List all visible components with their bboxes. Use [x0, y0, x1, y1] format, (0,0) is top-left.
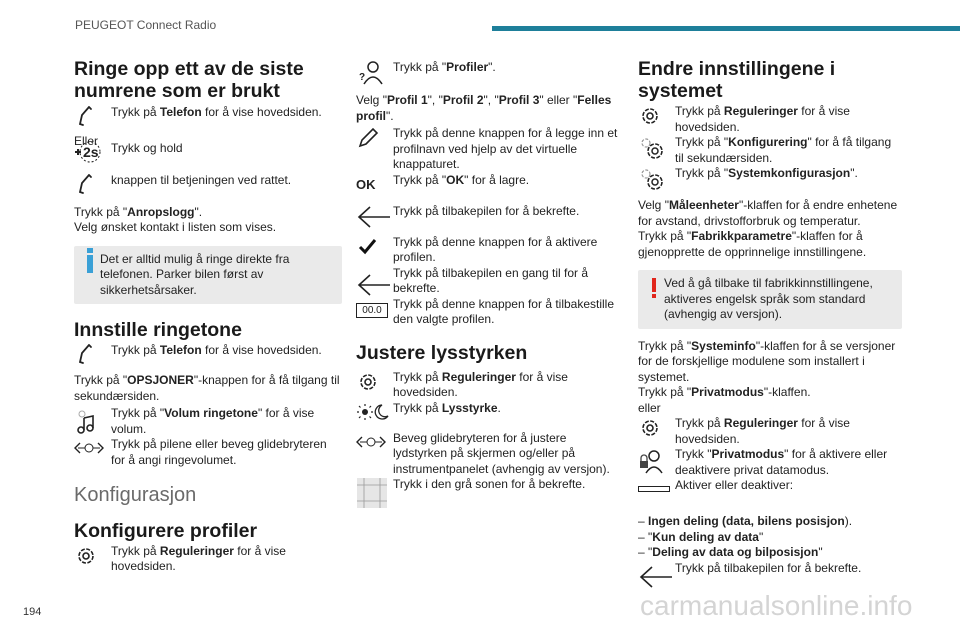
info-icon — [87, 248, 93, 253]
gear-icon — [74, 544, 102, 568]
heading-brightness: Justere lysstyrken — [356, 341, 528, 364]
step-configuring: Trykk på "Konfigurering" for å få tilgang til sekundærsiden. — [638, 135, 902, 166]
back-arrow-icon — [356, 204, 384, 228]
reset-counter-icon: 00.0 — [356, 303, 388, 318]
text-or: Eller — [74, 134, 99, 148]
text-factory: Trykk på "Fabrikkparametre"-klaffen for å gjenopprette de opprinnelige innstillingene. — [638, 229, 867, 259]
page-number: 194 — [23, 606, 42, 618]
gears-icon — [638, 166, 666, 190]
column-right — [638, 58, 902, 579]
text-private-mode: Trykk på "Privatmodus"-klaffen. — [638, 385, 811, 399]
gear-icon — [356, 370, 384, 394]
phone-icon — [74, 343, 102, 367]
step-edit-name: Trykk på denne knappen for å legge inn et profilnavn ved hjelp av det virtuelle knappaturet. — [356, 126, 618, 173]
sun-moon-icon — [356, 401, 384, 425]
press-2s-icon — [74, 141, 102, 165]
slider-arrows-icon — [356, 431, 384, 455]
step-slider: Beveg glidebryteren for å justere lydstyrken på skjermen og/eller på instrumentpanelet (avhengig av versjon). — [356, 431, 618, 478]
private-data-icon — [638, 447, 666, 471]
step-reset: 00.0 Trykk på denne knappen for å tilbakestille den valgte profilen. — [356, 297, 618, 328]
step-brightness: Trykk på Lysstyrke. — [356, 401, 618, 419]
step-back-2: Trykk på tilbakepilen en gang til for å bekrefte. — [356, 266, 618, 297]
header-accent-bar — [492, 26, 960, 31]
heading-ringtone: Innstille ringetone — [74, 319, 242, 341]
step-phone-2: Trykk på Telefon for å vise hovedsiden. — [74, 343, 342, 361]
step-system-config: Trykk på "Systemkonfigurasjon". — [638, 166, 902, 184]
checkmark-icon — [356, 235, 384, 259]
grey-zone-icon — [356, 477, 388, 509]
text-system-info: Trykk på "Systeminfo"-klaffen for å se versjoner for de forskjellige modulene som installert i systemet. — [638, 338, 896, 384]
toggle-bar-icon — [638, 486, 670, 492]
step-arrows: Trykk på pilene eller beveg glidebryteren for å angi ringevolumet. — [74, 437, 342, 468]
list-item: – "Kun deling av data" — [638, 529, 764, 544]
gear-icon — [638, 104, 666, 128]
step-ringtone-volume: Trykk på "Volum ringetone" for å vise volum. — [74, 406, 342, 437]
text-select-profile: Velg "Profil 1", "Profil 2", "Profil 3" eller "Felles profil". — [356, 93, 612, 123]
step-steering-button: knappen til betjeningen ved rattet. — [74, 173, 342, 191]
step-settings-3: Trykk på Reguleringer for å vise hovedsiden. — [638, 104, 902, 135]
phone-icon — [74, 173, 102, 197]
heading-recent-calls: Ringe opp ett av de siste numrene som er brukt — [74, 58, 304, 102]
step-back-3: Trykk på tilbakepilen for å bekrefte. — [638, 561, 902, 579]
step-grey-zone: Trykk i den grå sonen for å bekrefte. — [356, 477, 618, 495]
music-note-icon — [74, 406, 102, 430]
list-item: – "Deling av data og bilposisjon" — [638, 545, 823, 559]
text-select-contact: Velg ønsket kontakt i listen som vises. — [74, 220, 277, 234]
heading-profiles: Konfigurere profiler — [74, 519, 258, 542]
info-note: Det er alltid mulig å ringe direkte fra telefonen. Parker bilen først av sikkerhetsårsaker. — [74, 246, 342, 305]
heading-configuration: Konfigurasjon — [74, 484, 197, 506]
heading-system-settings: Endre innstillingene i systemet — [638, 58, 836, 102]
step-ok: OK Trykk på "OK" for å lagre. — [356, 173, 618, 191]
svg-text:2s: 2s — [83, 143, 99, 160]
ok-icon: OK — [356, 176, 376, 192]
step-hold: 2s Trykk og hold — [74, 141, 342, 159]
step-back-1: Trykk på tilbakepilen for å bekrefte. — [356, 204, 618, 222]
pencil-icon — [356, 126, 384, 150]
column-middle — [356, 60, 618, 495]
step-activate: Trykk på denne knappen for å aktivere profilen. — [356, 235, 618, 266]
step-settings-4: Trykk på Reguleringer for å vise hovedsiden. — [638, 416, 902, 447]
text-units: Velg "Måleenheter"-klaffen for å endre enhetene for avstand, drivstofforbruk og temperatur. — [638, 198, 898, 228]
watermark: carmanualsonline.info — [640, 590, 913, 621]
column-left — [74, 58, 342, 575]
profile-icon — [356, 60, 384, 84]
step-phone: Trykk på Telefon for å vise hovedsiden. — [74, 105, 342, 123]
slider-arrows-icon — [74, 437, 102, 461]
text-or: eller — [638, 400, 661, 415]
svg-text:?: ? — [359, 72, 366, 83]
warning-note: Ved å gå tilbake til fabrikkinnstillingene, aktiveres engelsk språk som standard (avhengig av versjon). — [638, 270, 902, 329]
step-enable-disable: Aktiver eller deaktiver: — [638, 478, 902, 496]
gear-icon — [638, 416, 666, 440]
list-item: – Ingen deling (data, bilens posisjon). — [638, 514, 853, 528]
phone-icon — [74, 105, 102, 129]
back-arrow-icon — [356, 272, 384, 296]
step-settings: Trykk på Reguleringer for å vise hovedsiden. — [74, 544, 342, 575]
step-profiles: ? Trykk på "Profiler". — [356, 60, 618, 78]
back-arrow-icon — [638, 564, 666, 588]
warning-icon — [652, 278, 656, 292]
gears-icon — [638, 135, 666, 159]
step-settings-2: Trykk på Reguleringer for å vise hovedsiden. — [356, 370, 618, 401]
running-header: PEUGEOT Connect Radio — [75, 18, 217, 32]
text-call-log: Trykk på "Anropslogg". — [74, 204, 203, 219]
text-options: Trykk på "OPSJONER"-knappen for å få tilgang til sekundærsiden. — [74, 373, 340, 403]
step-private-toggle: Trykk "Privatmodus" for å aktivere eller deaktivere privat datamodus. — [638, 447, 902, 478]
